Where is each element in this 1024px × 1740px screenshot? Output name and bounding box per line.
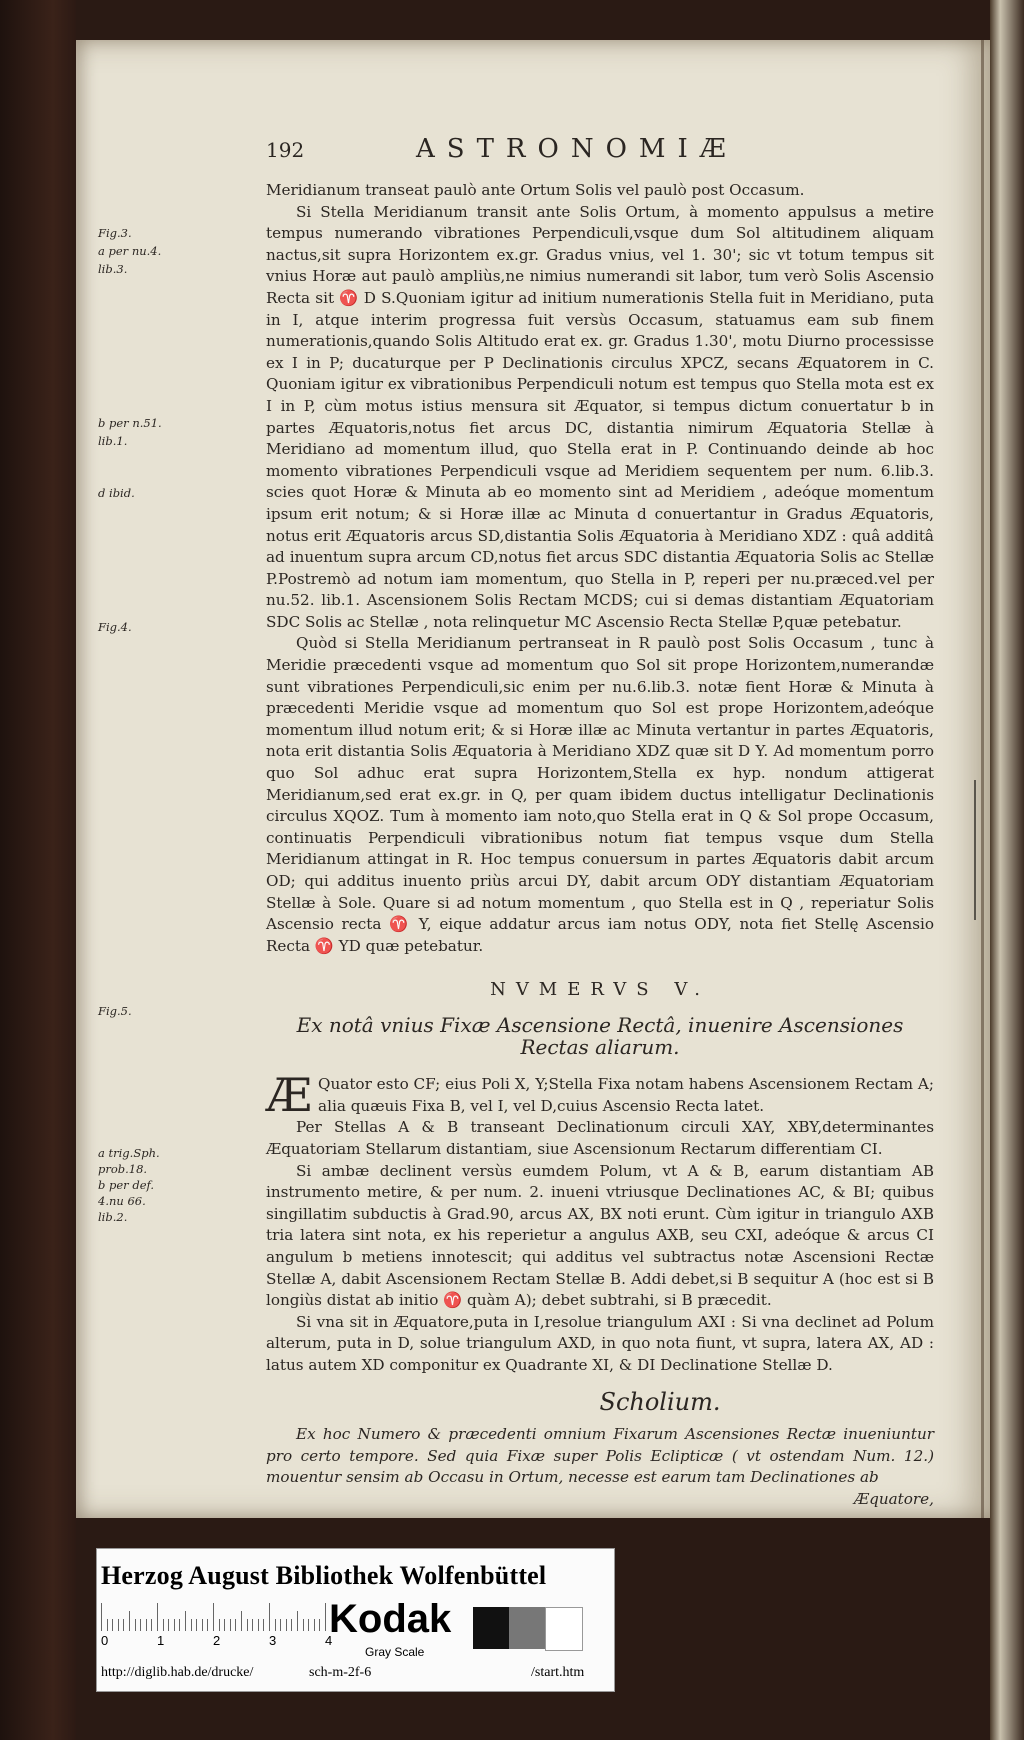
margin-note: lib.1. — [98, 434, 128, 448]
paragraph: Ex hoc Numero & præcedenti omnium Fixarum Ascensiones Rectæ inueniuntur pro certo tempore. Sed quia Fixæ super Polis Eclipticæ ( vt ostendam Num. 12.) mouentur sensim ab Occasu in Ortum, necesse est earum tam Declinationes ab — [266, 1425, 934, 1487]
paragraph: Meridianum transeat paulò ante Ortum Solis vel paulò post Occasum. — [266, 181, 805, 199]
ruler-tick — [325, 1603, 326, 1631]
paragraph: Si vna sit in Æquatore,puta in I,resolue triangulum AXI : Si vna declinet ad Polum alterum, puta in D, solue triangulum AXD, in quo nota fiunt, vt supra, latera AX, AD : latus autem XD componitur ex Quadrante XI, & DI Declinatione Stellæ D. — [266, 1312, 934, 1374]
ruler-tick — [129, 1611, 130, 1631]
ruler-tick — [185, 1611, 186, 1631]
ruler-tick — [275, 1619, 276, 1631]
archive-label — [96, 1548, 615, 1692]
ruler-tick — [252, 1619, 253, 1631]
start-link[interactable]: /start.htm — [531, 1665, 585, 1680]
ruler-tick — [303, 1619, 304, 1631]
background-right-edge — [990, 0, 1024, 1740]
ruler-number: 2 — [213, 1633, 221, 1648]
ruler-tick — [224, 1619, 225, 1631]
ruler-tick — [213, 1603, 214, 1631]
ruler-tick — [196, 1619, 197, 1631]
ruler-tick — [235, 1619, 236, 1631]
ruler-number: 4 — [325, 1633, 333, 1648]
signature-text: sch-m-2f-6 — [309, 1665, 372, 1680]
ruler-tick — [263, 1619, 264, 1631]
ruler-tick — [297, 1611, 298, 1631]
paragraph: Quòd si Stella Meridianum pertranseat in R paulò post Solis Occasum , tunc à Meridie præcedenti vsque ad momentum quo Sol sit prope Horizontem,numerandæ sunt vibrationes Perpendiculi,sic enim per nu.6.lib.3. notæ fient Horæ & Minuta à præcedenti Meridie vsque ad momentum quo Sol est prope Horizontem,adeóque momentum illud notum erit; & si Horæ illæ ac Minuta vertantur in partes Æquatoris, nota erit distantia Solis Æquatoria à Meridiano XDZ quæ sit D Y. Ad momentum porro quo Sol adhuc erat supra Horizontem,Stella ex hyp. nondum attigerat Meridianum,sed erat ex.gr. in Q, per quam ibidem ductus intelligatur Declinationis circulus XQOZ. Tum à momento iam noto,quo Stella erat in Q & Sol prope Occasum, continuatis Perpendiculi vibrationibus notum fiat tempus vsque dum Stella Meridianum attingat in R. Hoc tempus conuersum in partes Æquatoris dabit arcum OD; qui additus inuento priùs arcui DY, dabit arcum ODY distantiam Æquatoriam Stellæ à Sole. Quare si ad notum momentum , quo Stella est in Q , reperiatur Solis Ascensio recta ♈ Y, eique addatur arcus iam notus ODY, nota fiet Stellę Ascensio Recta ♈ YD quæ petebatur. — [266, 634, 934, 955]
ruler-tick — [219, 1619, 220, 1631]
section-heading: NVMERVS V. — [490, 979, 710, 1001]
ruler-tick — [163, 1619, 164, 1631]
ruler-tick — [107, 1619, 108, 1631]
drop-cap: Æ — [266, 1068, 313, 1123]
ruler-tick — [286, 1619, 287, 1631]
url-text: http://diglib.hab.de/drucke/ — [101, 1665, 254, 1680]
scholium-heading: Scholium. — [599, 1388, 721, 1417]
gray-swatch-black — [473, 1607, 509, 1649]
ruler-tick — [118, 1619, 119, 1631]
ruler-tick — [308, 1619, 309, 1631]
gutter-shadow — [981, 40, 984, 1518]
margin-note: lib.3. — [98, 262, 128, 276]
catchword: Æquatore, — [853, 1489, 934, 1508]
page-body — [266, 180, 934, 1510]
ruler-tick — [135, 1619, 136, 1631]
ruler-tick — [314, 1619, 315, 1631]
ruler-tick — [123, 1619, 124, 1631]
gray-scale-label: Gray Scale — [365, 1645, 425, 1659]
ruler-tick — [101, 1603, 102, 1631]
paragraph: Si ambæ declinent versùs eumdem Polum, vt A & B, earum distantiam AB instrumento metire, & per num. 2. inueni vtriusque Declinationes AC, & BI; quibus singillatim subductis à Grad.90, arcus AX, BX noti erunt. Cùm igitur in triangulo AXB tria latera sint nota, ex his reperietur a angulus AXB, seu CXI, adeóque & arcus CI angulum b metiens innotescit; qui additus vel subtractus notæ Ascensioni Rectæ Stellæ A, dabit Ascensionem Rectam Stellæ B. Addi debet,si B sequitur A (hoc est si B longiùs distat ab initio ♈ quàm A); debet subtrahi, si B præcedit. — [266, 1161, 934, 1310]
margin-note: d ibid. — [98, 486, 135, 500]
ruler-tick — [207, 1619, 208, 1631]
margin-note: Fig.3. — [98, 226, 132, 240]
margin-note: 4.nu 66. — [98, 1194, 146, 1208]
ruler-tick — [258, 1619, 259, 1631]
ruler-number: 1 — [157, 1633, 165, 1648]
kodak-logo: Kodak — [329, 1597, 452, 1641]
section-subtitle: Ex notâ vnius Fixæ Ascensione Rectâ, inuenire Ascensiones Rectas aliarum. — [296, 1012, 904, 1059]
margin-note: prob.18. — [98, 1162, 148, 1176]
page-number: 192 — [266, 138, 305, 162]
page-header — [266, 134, 930, 178]
ruler-tick — [157, 1603, 158, 1631]
ruler-number: 3 — [269, 1633, 277, 1648]
ruler-tick — [269, 1603, 270, 1631]
ruler-tick — [174, 1619, 175, 1631]
paragraph: Per Stellas A & B transeant Declinationum circuli XAY, XBY,determinantes Æquatoriam Stellarum distantiam, siue Ascensionum Rectarum differentiam CI. — [266, 1118, 934, 1158]
ruler-tick — [146, 1619, 147, 1631]
margin-note: a trig.Sph. — [98, 1146, 160, 1160]
paragraph: Si Stella Meridianum transit ante Solis Ortum, à momento appulsus a metire tempus numerando vibrationes Perpendiculi,vsque dum Sol altitudinem aliquam nactus,sit supra Horizontem ex.gr. Gradus vnius, vel 1. 30'; sic vt totum tempus sit vnius Horæ aut paulò ampliùs,ne nimius numerandi sit labor, tum verò Solis Ascensio Recta sit ♈ D S.Quoniam igitur ad initium numerationis Stella fuit in Meridiano, puta in I, atque interim progressa fuit versùs Occasum, statuamus eam sub finem numerationis,quando Solis Altitudo erat ex. gr. Gradus 1.30', motu Diurno processisse ex I in P; ducaturque per P Declinationis circulus XPCZ, secans Æquatorem in C. Quoniam igitur ex vibrationibus Perpendiculi notum est tempus quo Stella mota est ex I in P, cùm motus istius mensura sit Æquator, si tempus dictum conuertatur b in partes Æquatoris,notus fiet arcus DC, distantia nimirum Æquatoria Stellæ à Meridiano ad momentum illud, quo Stella erat in P. Continuando deinde ab hoc momento vibrationes Perpendiculi vsque ad Meridiem sequentem per num. 6.lib.3. scies quot Horæ & Minuta ab eo momento sint ad Meridiem , adeóque momentum ipsum erit notum; & si Horæ illæ ac Minuta d conuertantur in Gradus Æquatoris, notus erit Æquatoris arcus SD,distantia Solis Æquatoria à Meridiano XDZ : quâ additâ ad inuentum supra arcum CD,notus fiet arcus SDC distantia Æquatoria Solis ac Stellæ P.Postremò ad notum iam momentum, quo Stella in P, reperi per nu.præced.vel per nu.52. lib.1. Ascensionem Solis Rectam MCDS; cui si demas distantiam Æquatoriam SDC Solis ac Stellæ , nota relinquetur MC Ascensio Recta Stellæ P,quæ petebatur. — [266, 202, 934, 631]
ruler-tick — [140, 1619, 141, 1631]
paragraph — [266, 1068, 934, 1123]
ruler-tick — [168, 1619, 169, 1631]
ruler-tick — [191, 1619, 192, 1631]
margin-note: Fig.5. — [98, 1004, 132, 1018]
margin-note: a per nu.4. — [98, 244, 162, 258]
gray-swatch-white — [545, 1607, 583, 1651]
ruler-tick — [151, 1619, 152, 1631]
ruler-tick — [241, 1611, 242, 1631]
ruler-tick — [112, 1619, 113, 1631]
background-left-edge — [0, 0, 76, 1740]
ruler-tick — [291, 1619, 292, 1631]
library-name: Herzog August Bibliothek Wolfenbüttel — [101, 1561, 547, 1590]
margin-note: b per n.51. — [98, 416, 162, 430]
book-page — [76, 40, 990, 1518]
ruler-tick — [319, 1619, 320, 1631]
ruler-tick — [202, 1619, 203, 1631]
ruler-number: 0 — [101, 1633, 109, 1648]
margin-note: lib.2. — [98, 1210, 128, 1224]
ruler-tick — [179, 1619, 180, 1631]
ruler-tick — [280, 1619, 281, 1631]
ruler-tick — [230, 1619, 231, 1631]
running-head: ASTRONOMIÆ — [416, 134, 738, 164]
margin-rule — [974, 780, 976, 920]
paragraph-text: Quator esto CF; eius Poli X, Y;Stella Fixa notam habens Ascensionem Rectam A; alia quæuis Fixa B, vel I, vel D,cuius Ascensio Recta latet. — [318, 1075, 934, 1115]
ruler-tick — [247, 1619, 248, 1631]
gray-swatch-mid — [509, 1607, 545, 1649]
margin-note: Fig.4. — [98, 620, 132, 634]
margin-note: b per def. — [98, 1178, 155, 1192]
